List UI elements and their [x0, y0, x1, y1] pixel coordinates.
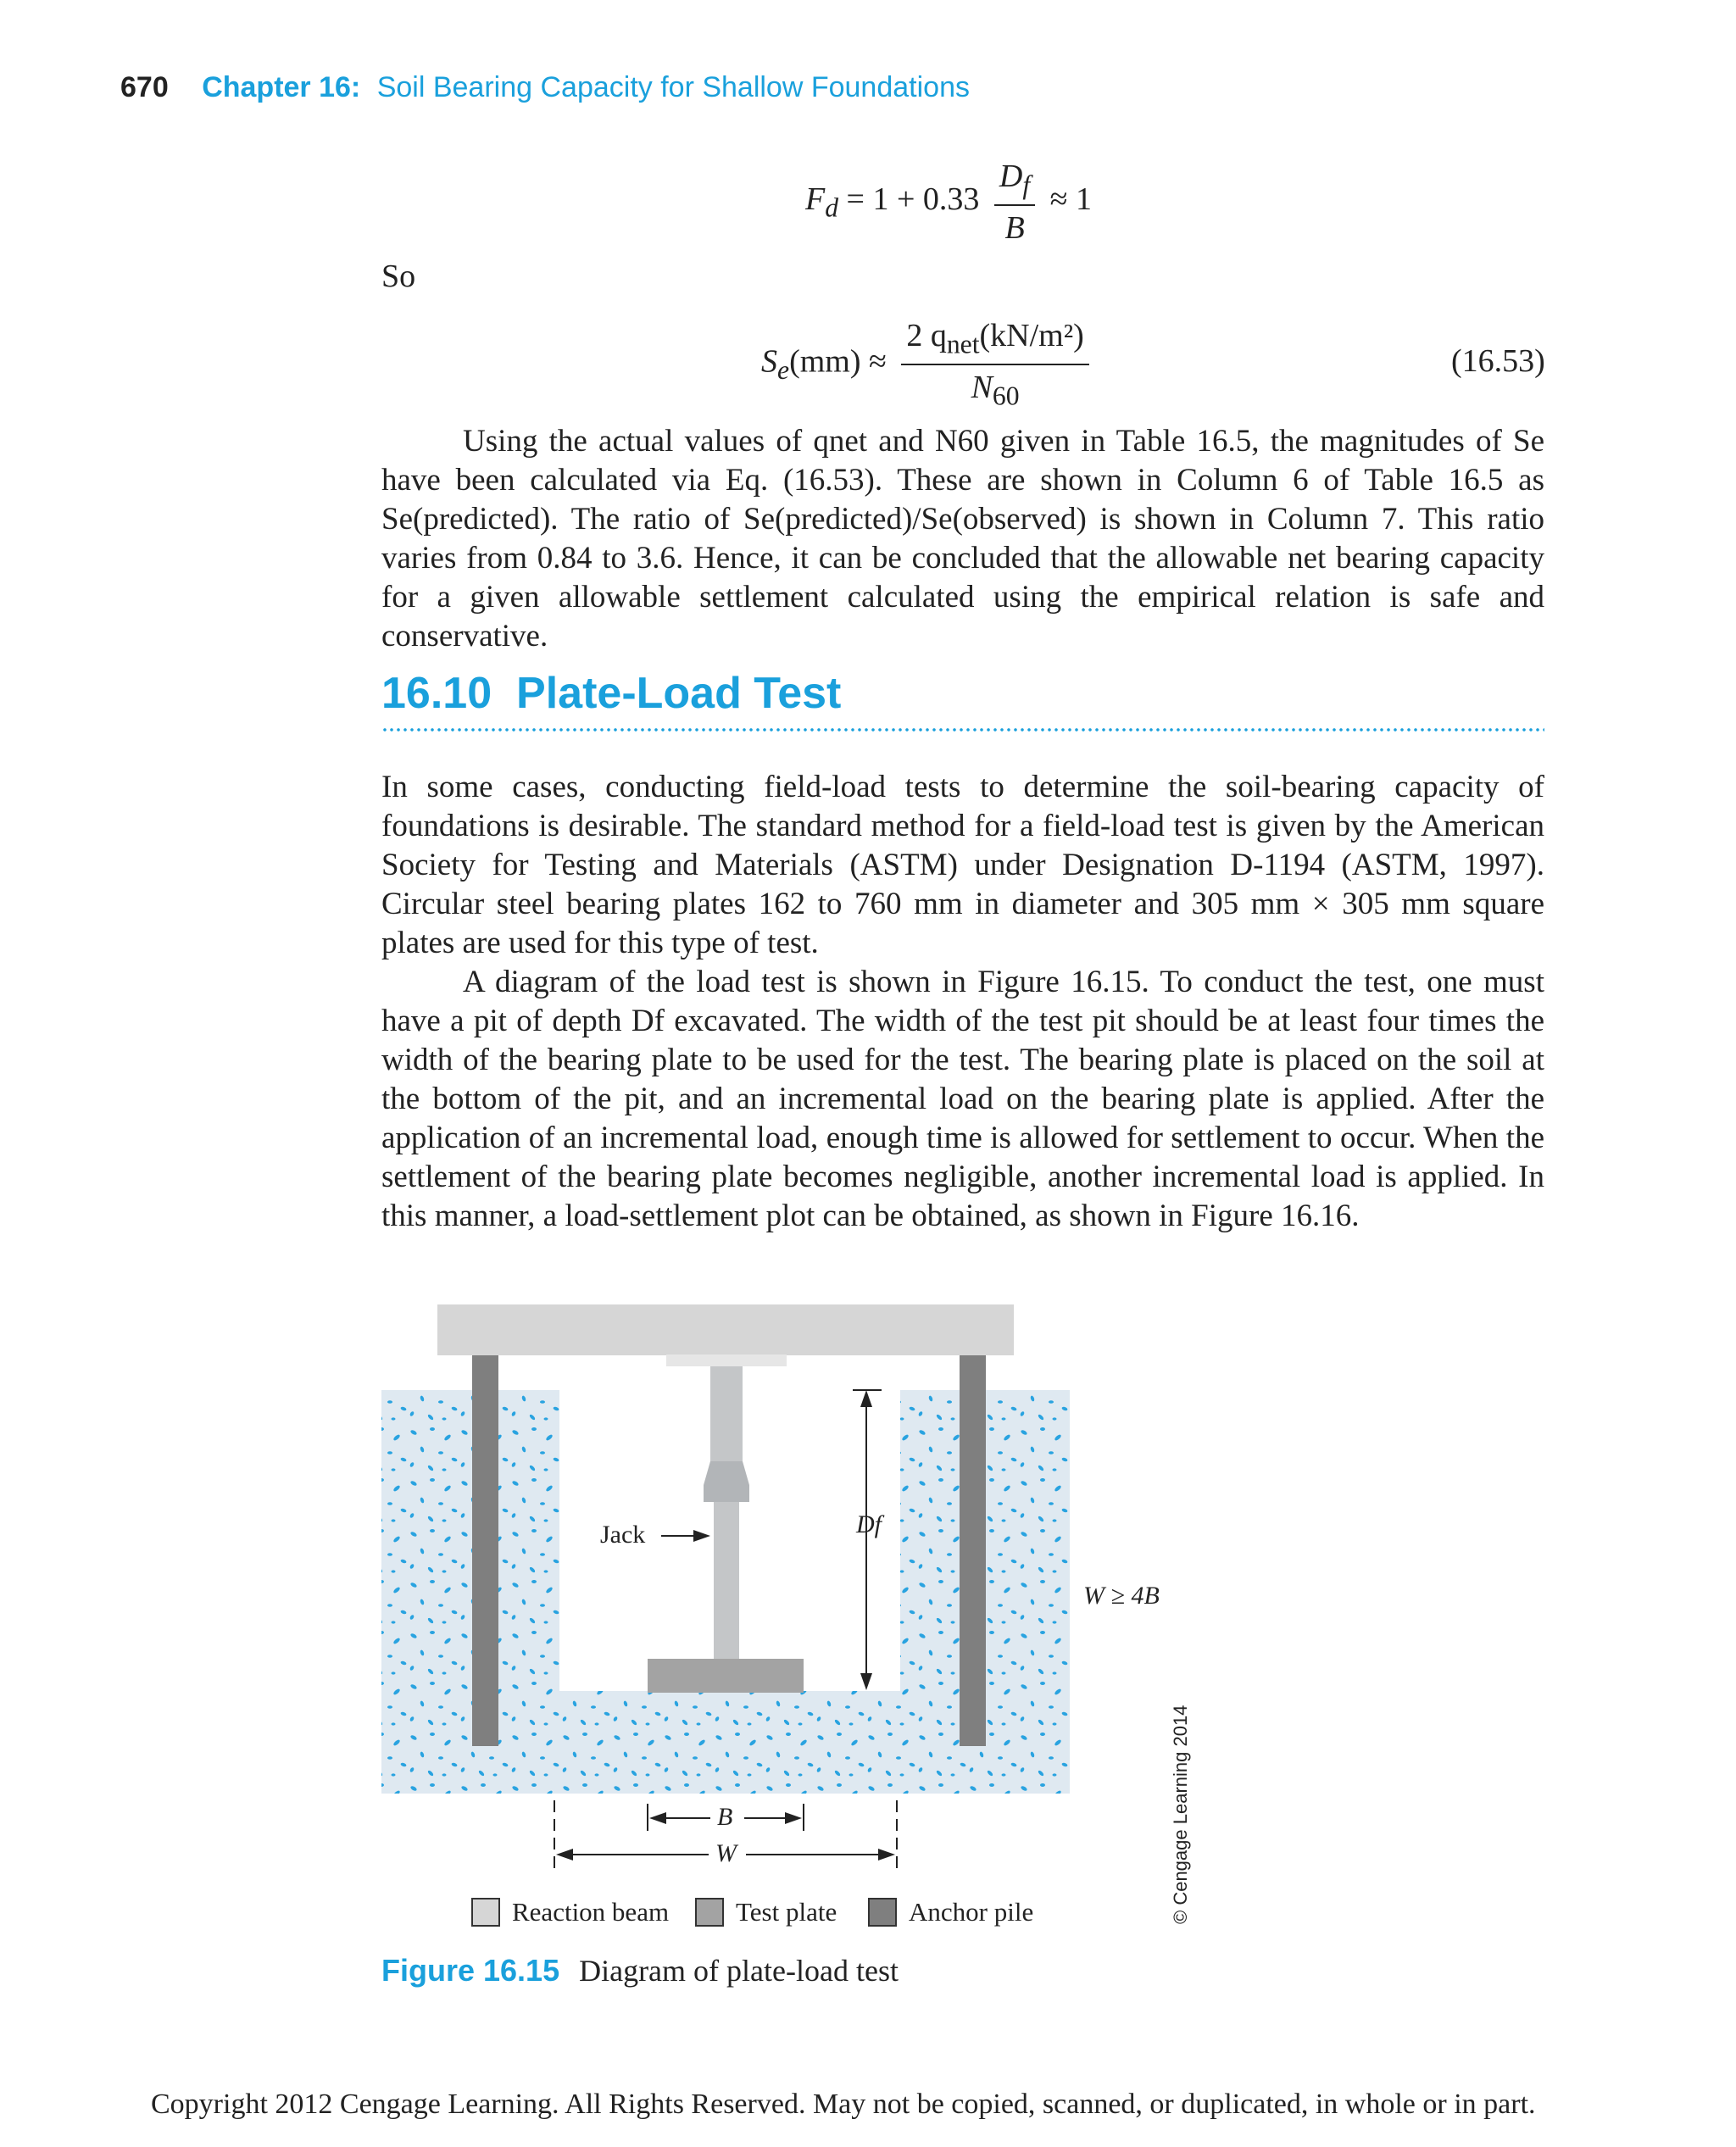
b-label: B	[717, 1803, 733, 1831]
paragraph-3: A diagram of the load test is shown in Figure 16.15. To conduct the test, one must have a pit of depth Df excavated. The width of the test pit should be at least four times the width of the bearing plate to be used for the test. The bearing plate is placed on the soil at the bottom of the pit, and an incremental load on the bearing plate is applied. After the application of an incremental load, enough time is allowed for settlement to occur. When the settlement of the bearing plate becomes negligible, another incremental load is applied. In this manner, a load-settlement plot can be obtained, as shown in Figure 16.16.	[381, 965, 1544, 1233]
legend-swatch-reaction-beam	[471, 1898, 500, 1927]
legend-test-plate: Test plate	[695, 1897, 837, 1927]
jack-upper-column	[710, 1366, 743, 1461]
section-heading: 16.10 Plate-Load Test	[381, 669, 842, 718]
paragraph-2: In some cases, conducting field-load tests to determine the soil-bearing capacity of foundations is desirable. The standard method for a field-load test is given by the American Society for Testing and Materials (ASTM) under Designation D-1194 (ASTM, 1997). Circular steel bearing plates 162 to 760 mm in diameter and 305 mm × 305 mm square plates are used for this type of test.	[381, 770, 1544, 960]
test-plate	[648, 1659, 804, 1693]
jack-body	[704, 1461, 749, 1502]
anchor-pile-left	[472, 1354, 498, 1746]
legend-swatch-test-plate	[695, 1898, 724, 1927]
beam-bearing-block	[666, 1354, 787, 1366]
figure-credit: © Cengage Learning 2014	[1170, 1705, 1191, 1924]
figure-label: Figure 16.15	[381, 1953, 560, 1988]
jack-lower-column	[714, 1502, 739, 1661]
jack-label: Jack	[600, 1521, 646, 1549]
figure-caption	[381, 1953, 899, 1988]
df-label: Df	[856, 1510, 882, 1538]
copyright-footer: Copyright 2012 Cengage Learning. All Rights Reserved. May not be copied, scanned, or duplicated, in whole or in part.	[151, 2089, 1536, 2120]
reaction-beam	[437, 1304, 1014, 1355]
page-number: 670	[120, 71, 169, 103]
w-label: W	[715, 1839, 737, 1867]
fraction-qnet-n60: $\frac{2 q_{net}(kN/m^2)}{N_{60}}$	[901, 317, 1088, 411]
chapter-label: Chapter 16:	[202, 71, 361, 103]
legend-reaction-beam: Reaction beam	[471, 1897, 669, 1927]
w-condition-label: W ≥ 4B	[1083, 1582, 1160, 1610]
anchor-pile-right	[960, 1354, 986, 1746]
chapter-title: Soil Bearing Capacity for Shallow Foundations	[376, 71, 970, 103]
so-text: So	[381, 259, 416, 294]
figure-caption-text: Diagram of plate-load test	[579, 1954, 899, 1988]
legend-anchor-pile: Anchor pile	[868, 1897, 1033, 1927]
equation-fd: $F_d = 1 + 0.33$ $\frac{D_f}{B}$ ≈ 1	[805, 159, 1093, 246]
equation-se: $S_e(mm)$ ≈ $\frac{2 q_{net}(kN/m^2)}{N_{60}}$	[761, 317, 1096, 411]
paragraph-1: Using the actual values of qnet and N60 given in Table 16.5, the magnitudes of Se have been calculated via Eq. (16.53). These are shown in Column 6 of Table 16.5 as Se(predicted). The ratio of Se(predicted)/Se(observed) is shown in Column 7. This ratio varies from 0.84 to 3.6. Hence, it can be concluded that the allowable net bearing capacity for a given allowable settlement calculated using the empirical relation is safe and conservative.	[381, 424, 1544, 654]
legend-swatch-anchor-pile	[868, 1898, 897, 1927]
fraction-df-b: $\frac{D_f}{B}$	[994, 158, 1035, 247]
equation-number: (16.53)	[1451, 343, 1545, 379]
